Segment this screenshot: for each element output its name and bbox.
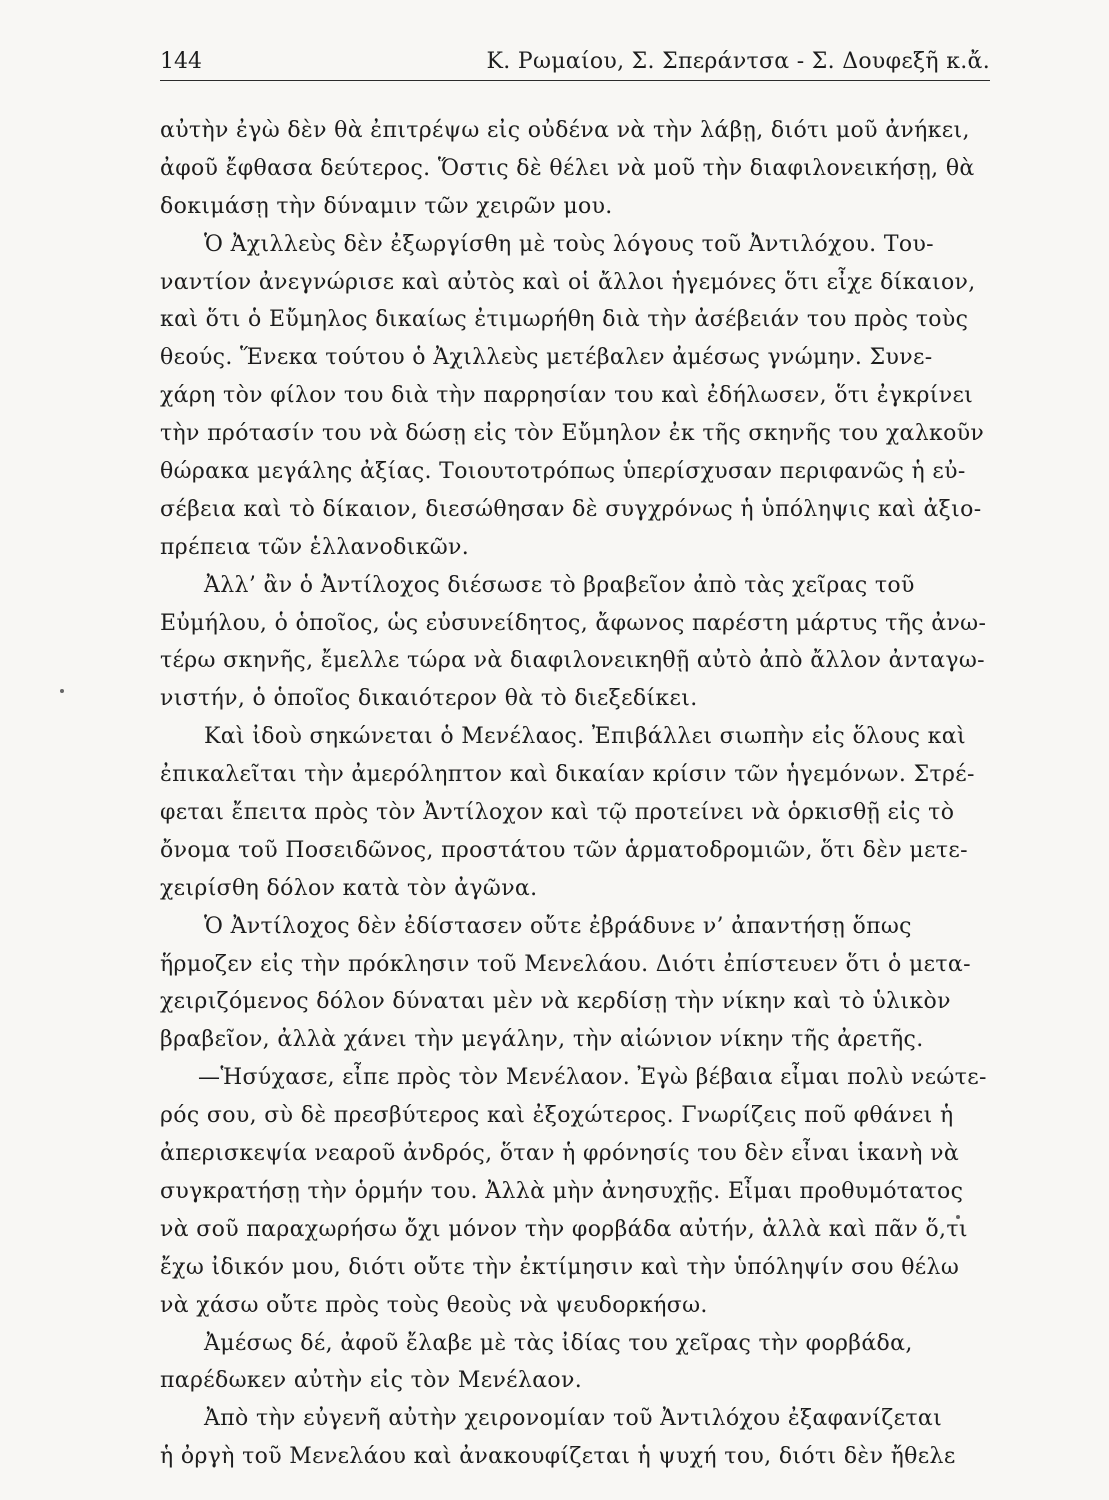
text-line: ἡ ὀργὴ τοῦ Μενελάου καὶ ἀνακουφίζεται ἡ ψυχή του, διότι δὲν ἤθελε [160, 1444, 956, 1470]
page-header [160, 44, 990, 81]
body-text [160, 112, 990, 1476]
text-line: νιστήν, ὁ ὁποῖος δικαιότερον θὰ τὸ διεξεδίκει. [160, 686, 698, 712]
text-line: ὄνομα τοῦ Ποσειδῶνος, προστάτου τῶν ἁρματοδρομιῶν, ὅτι δὲν μετε- [160, 837, 968, 863]
text-line: Ἀλλ’ ἂν ὁ Ἀντίλοχος διέσωσε τὸ βραβεῖον ἀπὸ τὰς χεῖρας τοῦ [204, 572, 915, 598]
text-line: φεται ἔπειτα πρὸς τὸν Ἀντίλοχον καὶ τῷ προτείνει νὰ ὁρκισθῇ εἰς τὸ [160, 800, 955, 826]
text-line: δοκιμάσῃ τὴν δύναμιν τῶν χειρῶν μου. [160, 193, 613, 219]
text-line: ἀφοῦ ἔφθασα δεύτερος. Ὅστις δὲ θέλει νὰ μοῦ τὴν διαφιλονεικήσῃ, θὰ [160, 155, 975, 181]
text-line: Ἀπὸ τὴν εὐγενῆ αὐτὴν χειρονομίαν τοῦ Ἀντιλόχου ἐξαφανίζεται [204, 1406, 943, 1432]
text-line: Καὶ ἰδοὺ σηκώνεται ὁ Μενέλαος. Ἐπιβάλλει σιωπὴν εἰς ὅλους καὶ [204, 724, 966, 750]
text-line: Ὁ Ἀντίλοχος δὲν ἐδίστασεν οὔτε ἐβράδυνε ν’ ἀπαντήσῃ ὅπως [204, 913, 912, 939]
text-line: Εὐμήλου, ὁ ὁποῖος, ὡς εὐσυνείδητος, ἄφωνος παρέστη μάρτυς τῆς ἀνω- [160, 610, 987, 636]
text-line: ἐπικαλεῖται τὴν ἀμερόληπτον καὶ δικαίαν κρίσιν τῶν ἡγεμόνων. Στρέ- [160, 762, 975, 788]
text-line: ἀπερισκεψία νεαροῦ ἀνδρός, ὅταν ἡ φρόνησίς του δὲν εἶναι ἱκανὴ νὰ [160, 1141, 960, 1167]
text-line: ρός σου, σὺ δὲ πρεσβύτερος καὶ ἐξοχώτερος. Γνωρίζεις ποῦ φθάνει ἡ [160, 1103, 954, 1129]
paragraph [160, 226, 990, 567]
text-line: ναντίον ἀνεγνώρισε καὶ αὐτὸς καὶ οἱ ἄλλοι ἡγεμόνες ὅτι εἶχε δίκαιον, [160, 269, 976, 295]
text-line: πρέπεια τῶν ἑλλανοδικῶν. [160, 534, 470, 560]
paragraph [160, 112, 990, 226]
paragraph [160, 908, 990, 1060]
paragraph [160, 718, 990, 907]
text-line: ἥρμοζεν εἰς τὴν πρόκλησιν τοῦ Μενελάου. Διότι ἐπίστευεν ὅτι ὁ μετα- [160, 951, 971, 977]
text-line: χειριζόμενος δόλον δύναται μὲν νὰ κερδίσῃ τὴν νίκην καὶ τὸ ὑλικὸν [160, 989, 951, 1015]
text-line: Ἀμέσως δέ, ἀφοῦ ἔλαβε μὲ τὰς ἰδίας του χεῖρας τὴν φορβάδα, [204, 1330, 913, 1356]
text-line: —Ἡσύχασε, εἶπε πρὸς τὸν Μενέλαον. Ἐγὼ βέβαια εἶμαι πολὺ νεώτε- [198, 1065, 987, 1091]
text-line: παρέδωκεν αὐτὴν εἰς τὸν Μενέλαον. [160, 1368, 583, 1394]
text-line: τέρω σκηνῆς, ἔμελλε τώρα νὰ διαφιλονεικηθῇ αὐτὸ ἀπὸ ἄλλον ἀνταγω- [160, 648, 985, 674]
text-line: Ὁ Ἀχιλλεὺς δὲν ἐξωργίσθη μὲ τοὺς λόγους τοῦ Ἀντιλόχου. Του- [204, 231, 934, 257]
text-line: αὐτὴν ἐγὼ δὲν θὰ ἐπιτρέψω εἰς οὐδένα νὰ τὴν λάβῃ, διότι μοῦ ἀνήκει, [160, 118, 970, 143]
text-line: σέβεια καὶ τὸ δίκαιον, διεσώθησαν δὲ συγχρόνως ἡ ὑπόληψις καὶ ἀξιο- [160, 496, 982, 522]
text-line: θεούς. Ἕνεκα τούτου ὁ Ἀχιλλεὺς μετέβαλεν ἀμέσως γνώμην. Συνε- [160, 345, 933, 371]
text-line: νὰ σοῦ παραχωρήσω ὄχι μόνον τὴν φορβάδα αὐτήν, ἀλλὰ καὶ πᾶν ὅ,τι [160, 1216, 968, 1242]
text-line: τὴν πρότασίν του νὰ δώσῃ εἰς τὸν Εὔμηλον ἐκ τῆς σκηνῆς του χαλκοῦν [160, 421, 985, 447]
text-line: ἔχω ἰδικόν μου, διότι οὔτε τὴν ἐκτίμησιν καὶ τὴν ὑπόληψίν σου θέλω [160, 1254, 960, 1280]
text-line: συγκρατήσῃ τὴν ὁρμήν του. Ἀλλὰ μὴν ἀνησυχῇς. Εἶμαι προθυμότατος [160, 1178, 964, 1204]
text-line: νὰ χάσω οὔτε πρὸς τοὺς θεοὺς νὰ ψευδορκήσω. [160, 1292, 708, 1318]
paragraph [160, 1325, 990, 1401]
page-number: 144 [160, 49, 202, 74]
paragraph [160, 567, 990, 719]
text-line: χάρη τὸν φίλον του διὰ τὴν παρρησίαν του καὶ ἐδήλωσεν, ὅτι ἐγκρίνει [160, 383, 974, 409]
paragraph [160, 1059, 990, 1324]
running-head: Κ. Ρωμαίου, Σ. Σπεράντσα - Σ. Δουφεξῆ κ.ἄ. [486, 49, 990, 74]
margin-speck [60, 689, 64, 693]
text-line: χειρίσθη δόλον κατὰ τὸν ἀγῶνα. [160, 875, 538, 901]
text-line: θώρακα μεγάλης ἀξίας. Τοιουτοτρόπως ὑπερίσχυσαν περιφανῶς ἡ εὐ- [160, 459, 966, 485]
text-line: καὶ ὅτι ὁ Εὔμηλος δικαίως ἐτιμωρήθη διὰ τὴν ἀσέβειάν του πρὸς τοὺς [160, 307, 969, 333]
text-line: βραβεῖον, ἀλλὰ χάνει τὴν μεγάλην, τὴν αἰώνιον νίκην τῆς ἀρετῆς. [160, 1027, 924, 1053]
paragraph [160, 1400, 990, 1476]
